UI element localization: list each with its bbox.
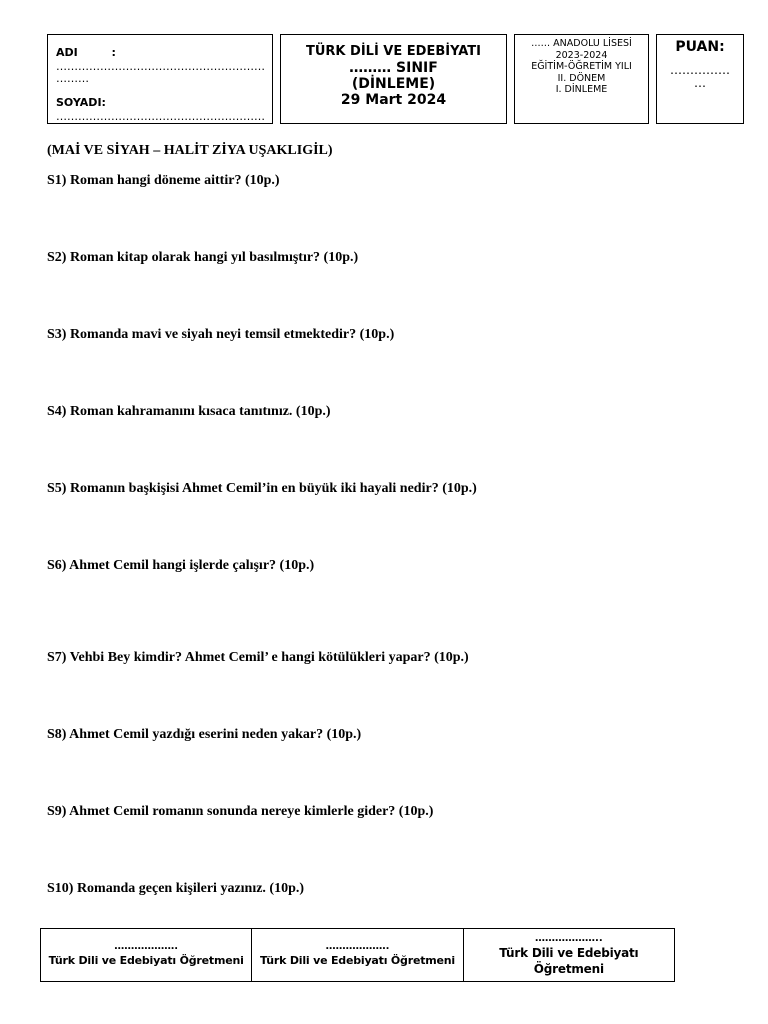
name-row — [56, 46, 116, 59]
name-label: ADI — [56, 46, 78, 59]
question-2: S2) Roman kitap olarak hangi yıl basılmıştır? (10p.) — [47, 250, 359, 265]
exam-title-box — [280, 34, 507, 124]
exam-date: 29 Mart 2024 — [340, 92, 447, 108]
surname-dots-line[interactable]: ………………………………………………… — [56, 110, 265, 123]
exam-type-line: (DİNLEME) — [351, 76, 436, 92]
school-term: II. DÖNEM — [557, 72, 606, 84]
student-info-box — [47, 34, 273, 124]
exam-class-line: ……… SINIF — [349, 60, 438, 76]
name-dots-line-1[interactable]: ………………………………………………… — [56, 60, 265, 73]
score-dots-1[interactable]: …………… — [670, 63, 730, 77]
signature-table — [40, 928, 675, 982]
question-1: S1) Roman hangi döneme aittir? (10p.) — [47, 173, 280, 188]
question-8: S8) Ahmet Cemil yazdığı eserini neden yakar? (10p.) — [47, 727, 362, 742]
school-exam-number: I. DİNLEME — [555, 84, 608, 95]
signature-dots: ………………. — [325, 941, 390, 952]
signature-label: Türk Dili ve Edebiyatı Öğretmeni — [259, 954, 455, 967]
signature-cell-2 — [252, 929, 463, 982]
question-9: S9) Ahmet Cemil romanın sonunda nereye kimlerle gider? (10p.) — [47, 804, 434, 819]
name-dots-line-2[interactable]: ……… — [56, 72, 89, 85]
signature-dots: ………………. — [114, 941, 179, 952]
signature-label: Türk Dili ve Edebiyatı Öğretmeni — [499, 946, 639, 976]
score-dots-2: … — [694, 76, 706, 90]
question-5: S5) Romanın başkişisi Ahmet Cemil’in en büyük iki hayali nedir? (10p.) — [47, 481, 477, 496]
school-info-box — [514, 34, 649, 124]
novel-heading: (MAİ VE SİYAH – HALİT ZİYA UŞAKLIGİL) — [47, 143, 333, 158]
signature-cell-1 — [41, 929, 252, 982]
question-4: S4) Roman kahramanını kısaca tanıtınız. (10p.) — [47, 404, 331, 419]
surname-label: SOYADI: — [56, 96, 106, 109]
score-label: PUAN: — [675, 39, 725, 55]
signature-cell-3 — [463, 929, 674, 982]
question-3: S3) Romanda mavi ve siyah neyi temsil etmektedir? (10p.) — [47, 327, 395, 342]
question-6: S6) Ahmet Cemil hangi işlerde çalışır? (10p.) — [47, 558, 315, 573]
name-colon: : — [111, 46, 116, 59]
exam-course-title: TÜRK DİLİ VE EDEBİYATI — [306, 44, 481, 59]
score-box — [656, 34, 744, 124]
question-10: S10) Romanda geçen kişileri yazınız. (10p.) — [47, 881, 305, 896]
signature-dots: ……………….. — [535, 933, 603, 944]
school-year-label: EĞİTİM-ÖĞRETİM YILI — [531, 61, 632, 72]
school-name: …… ANADOLU LİSESİ — [531, 38, 632, 49]
signature-label: Türk Dili ve Edebiyatı Öğretmeni — [48, 954, 244, 967]
question-7: S7) Vehbi Bey kimdir? Ahmet Cemil’ e hangi kötülükleri yapar? (10p.) — [47, 650, 469, 665]
school-year: 2023-2024 — [555, 49, 608, 61]
signature-row — [41, 929, 675, 982]
